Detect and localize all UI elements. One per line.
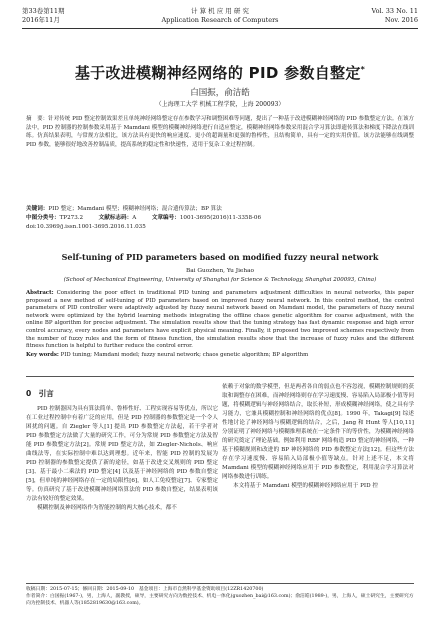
section-heading: 0 引言: [26, 389, 54, 398]
keywords-cn-text: PID 整定；Mamdani 模型；模糊神经网络；混合遗传算法；BP 算法: [48, 206, 222, 212]
abstract-en: [26, 290, 414, 359]
authors: 白国振，俞洁皓: [190, 88, 250, 98]
body-paragraph: 依赖于对象的数学模型，但是两者各自的弱点也不容忽视，模糊控制规则的获取和调整存在困难，而神经网络则存在学习速度慢、容易陷入局部极小值等问题，将模糊逻辑与神经网络结合，取长补短，形成模糊神经网络，使之具有学习能力，它兼具模糊控制和神经网络的优点[8]。1990 年，Takagi[9] 综述性地讨论了神经网络与模糊逻辑的结合，之后，Jang 和 Hunt 等人[10,11] 分别证明了神经网络与模糊推理系统在一定条件下的等价性，为模糊神经网络的研究奠定了理论基础。例如利用 RBF 网络构造 PID 整定的神经网络，一种基于模糊规则和改进的 BP 神经网络的 PID 参数整定方法[12]。但这些方法存在学习速度慢、容易陷入局部极小值等缺点。针对上述不足，本文将 Mamdani 模型的模糊神经网络应用于 PID 参数整定，利用混合学习算法对网络参数进行训练。: [222, 384, 414, 480]
article-no-label: 文章编号：: [151, 215, 180, 221]
doi: doi:10.3969/j.issn.1001-3695.2016.11.035: [26, 224, 146, 230]
abstract-cn: 摘 要：针对传统 PID 整定控制效果差且单纯神经网络整定存在参数学习和调整困难等问题，提出了一种基于改进模糊神经网络的 PID 参数整定方法。在该方法中，PID 控制器的控制参数采用基于 Mamdani 模型的模糊神经网络进行自适应整定，模糊神经网络参数采用混合学习算法即遗传算法和梯度下降法在线训练。仿真结果表明，与常规方法相比，该方法具有更快的响应速度、更小的超调量和更强的鲁棒性，且结构简单，具有一定的实用价值。该方法能够在线调整 PID 参数，能够很好地改善控制品质，提高系统的稳定性和快速性，适用于复杂工业过程控制。: [26, 116, 414, 148]
journal-name: [120, 7, 320, 25]
keywords-en-text: PID tuning; Mamdani model; fuzzy neural network; chaos genetic algorithm; BP algorithm: [60, 351, 309, 358]
keywords-cn-label: 关键词：: [26, 206, 49, 212]
date-en: Nov. 2016: [384, 16, 418, 24]
body-paragraph: 模糊控制及神经网络作为智能控制的两大核心技术，都不: [37, 505, 177, 511]
journal-volume: [372, 7, 418, 25]
paper-title: [0, 62, 440, 83]
header-rule: [22, 28, 418, 29]
journal-name-en: Application Research of Computers: [161, 16, 279, 24]
doc-code-value: A: [132, 215, 137, 221]
english-title: Self-tuning of PID parameters based on modified fuzzy neural network: [61, 252, 379, 262]
abstract-en-label: Abstract:: [26, 290, 54, 296]
affiliation: （上海理工大学 机械工程学院，上海 200093）: [155, 101, 285, 108]
clc-value: TP273.2: [59, 215, 84, 221]
footnote-line: 收稿日期：2015-07-15；修回日期：2015-09-10 基金项目：上海市自然科学基金资助项目(12ZR1420700): [26, 587, 264, 592]
body-column-right: [222, 383, 414, 491]
clc-label: 中图分类号：: [26, 215, 60, 221]
volume-issue-en: Vol. 33 No. 11: [371, 7, 418, 15]
volume-issue-cn: 第33卷第11期: [22, 7, 65, 15]
abstract-divider: [26, 376, 414, 377]
english-affiliation: (School of Mechanical Engineering, University of Shanghai for Science & Technology, Shanghai 200093, China): [63, 277, 377, 283]
paper-title-text: 基于改进模糊神经网络的 PID 参数自整定: [74, 64, 361, 82]
footnote: [26, 586, 414, 608]
doc-code-label: 文献标志码：: [98, 215, 133, 221]
classification-line: [26, 214, 414, 222]
footnote-line: 作者简介：白国振(1967-)，男，上海人，副教授，硕导，主要研究方向为数控技术、机电一体化(guozhen_bai@163.com)；俞洁皓(1989-)，男，上海人，硕士研究生，主要研究方向为控制技术、机器人等(1852819630@163.com)。: [26, 594, 414, 607]
journal-name-cn: 计 算 机 应 用 研 究: [191, 7, 249, 15]
date-cn: 2016年11月: [22, 16, 60, 24]
article-no-value: 1001-3695(2016)11-3358-06: [179, 215, 262, 221]
body-paragraph: 本文将基于 Mamdani 模型的模糊神经网络应用于 PID 控: [233, 483, 378, 489]
footnote-rule: [26, 583, 414, 584]
abstract-en-text: Considering the poor effect in traditional PID tuning and parameters adjustment difficulties in neural networks, this paper proposed a new method of self-tuning of PID parameters based on improved fuzzy neural network. In this control method, the control parameters of PID controller were adaptively adjusted by fuzzy neural network based on Mamdani model, the parameters of fuzzy neural network were optimized by the hybrid learning methods integrating the offline chaos genetic algorithm for coarse adjustment, with the online BP algorithm for precise adjustment. The simulation results show that the tuning strategy has fast dynamic response and high error control accuracy, every nodes and parameters have explicit physical meaning. Finally, it proposed two improved schemes respectively from the number of fuzzy rules and the form of fitness function, the simulation results show that the increase of fuzzy rules and the different fitness function is helpful to further reduce the control error.: [26, 290, 415, 350]
journal-issue: [22, 7, 65, 25]
keywords-cn: [26, 205, 414, 213]
title-footnote-mark: *: [360, 65, 366, 74]
body-paragraph: PID 控制器因为具有算法简单、鲁棒性好、工程实现容易等优点，所以它在工业过程控制中有着广泛的应用，但是 PID 控制器的参数整定是一个令人困扰的问题。自 Ziegler 等人[1] 提出 PID 参数整定方法起，若干学者对 PID 参数整定方法做了大量的研究工作，可分为常规 PID 参数整定方法及智能 PID 参数整定方法[2]。常规 PID 整定方法，如 Ziegler-Nichols、响应曲线法等，在实际控制中难以达到理想。近年来，智能 PID 控制的发展为 PID 控制器的参数整定提供了新的途径，如基于改进交叉规则的 PID 整定[3]、基于最小二乘法的 PID 整定[4] 以及基于神经网络的 PID 参数自整定[5]，但单纯的神经网络存在一定的局限性[6]，如人工免疫整定[7]、专家整定等。仿真研究了基于改进模糊神经网络算法的 PID 参数自整定，结果表明该方法有较好的整定效果。: [26, 406, 218, 502]
body-column-left: [26, 383, 218, 513]
english-authors: Bai Guozhen, Yu Jiehao: [185, 268, 255, 274]
keywords-en: [26, 352, 414, 360]
keywords-en-label: Key words:: [26, 351, 59, 358]
